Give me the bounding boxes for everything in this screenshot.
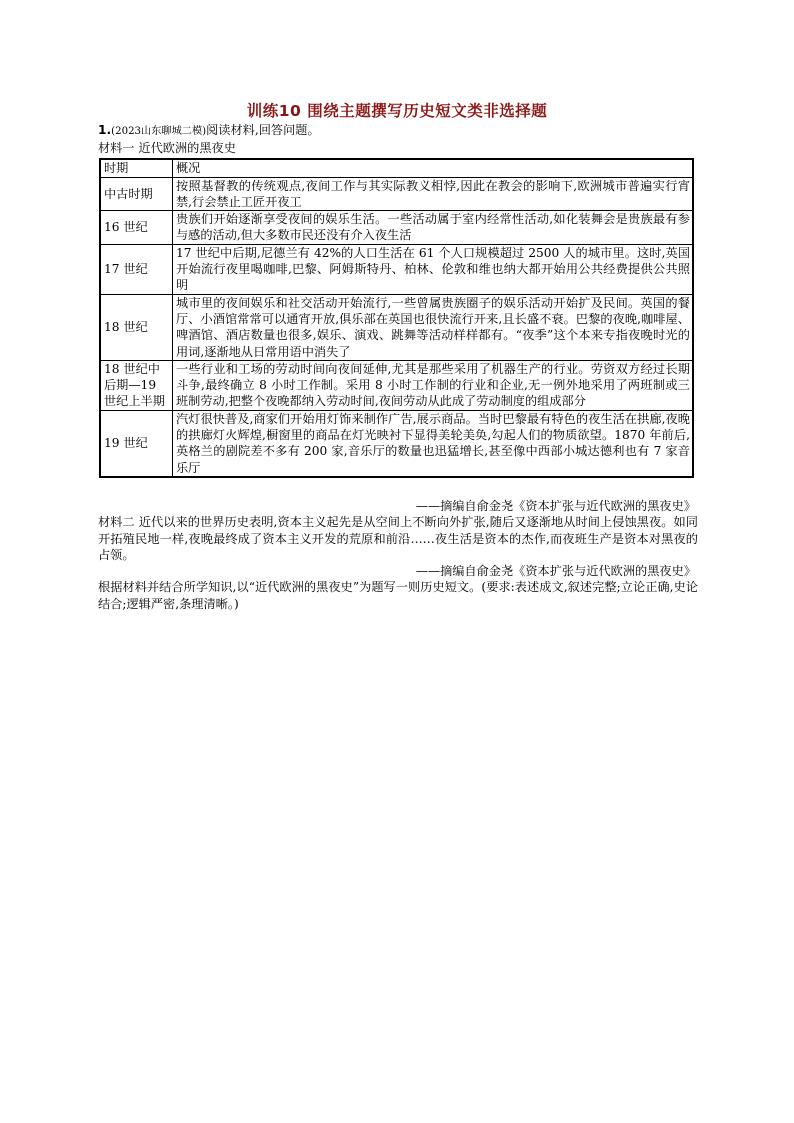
table-row — [100, 211, 693, 245]
material1-citation: ——摘编自俞金尧《资本扩张与近代欧洲的黑夜史》 — [415, 498, 696, 513]
row-period: 17 世纪 — [100, 244, 173, 294]
material2-text: 材料二 近代以来的世界历史表明,资本主义起先是从空间上不断向外扩张,随后又逐渐地从时间上侵蚀黑夜。如同开拓殖民地一样,夜晚最终成了资本主义开发的荒原和前沿……夜生活是资本的杰作,而夜班生产是资本对黑夜的占领。 — [98, 515, 698, 562]
table-row — [100, 294, 693, 360]
row-text: 17 世纪中后期,尼德兰有 42%的人口生活在 61 个人口规模超过 2500 人的城市里。这时,英国开始流行夜里喝咖啡,巴黎、阿姆斯特丹、柏林、伦敦和维也纳大都开始用公共经费提供公共照明 — [173, 244, 694, 294]
row-period: 中古时期 — [100, 177, 173, 211]
material1-caption: 材料一 近代欧洲的黑夜史 — [98, 141, 236, 156]
row-period: 18 世纪中后期—19 世纪上半期 — [100, 360, 173, 410]
question-block — [98, 122, 698, 612]
row-period: 16 世纪 — [100, 211, 173, 245]
page-title: 训练10 围绕主题撰写历史短文类非选择题 — [246, 102, 548, 120]
question-number: 1. — [98, 123, 112, 137]
table-row — [100, 177, 693, 211]
row-text: 汽灯很快普及,商家们开始用灯饰来制作广告,展示商品。当时巴黎最有特色的夜生活在拱廊,夜晚的拱廊灯火辉煌,橱窗里的商品在灯光映衬下显得美轮美奂,勾起人们的物质欲望。1870 年前后,英格兰的剧院差不多有 200 家,音乐厅的数量也迅猛增长,甚至像中西部小城达德利也有 7 家音乐厅 — [173, 410, 694, 477]
question-prompt: 阅读材料,回答问题。 — [206, 123, 320, 137]
row-period: 18 世纪 — [100, 294, 173, 360]
row-text: 一些行业和工场的劳动时间向夜间延伸,尤其是那些采用了机器生产的行业。劳资双方经过长期斗争,最终确立 8 小时工作制。采用 8 小时工作制的行业和企业,无一例外地采用了两班制或三班制劳动,把整个夜晚都纳入劳动时间,夜间劳动从此成了劳动制度的组成部分 — [173, 360, 694, 410]
material2-citation: ——摘编自俞金尧《资本扩张与近代欧洲的黑夜史》 — [415, 564, 696, 579]
table-row — [100, 360, 693, 410]
question-source: (2023山东聊城二模) — [111, 126, 207, 137]
table-row — [100, 410, 693, 477]
row-text: 城市里的夜间娱乐和社交活动开始流行,一些曾属贵族圈子的娱乐活动开始扩及民间。英国的餐厅、小酒馆常常可以通宵开放,俱乐部在英国也很快流行开来,且长盛不衰。巴黎的夜晚,咖啡屋、啤酒馆、酒店数量也很多,娱乐、演戏、跳舞等活动样样都有。“夜季”这个本来专指夜晚时光的用词,逐渐地从日常用语中消失了 — [173, 294, 694, 360]
history-table — [99, 158, 694, 478]
question-line — [98, 122, 698, 140]
row-period: 19 世纪 — [100, 410, 173, 477]
table-header-row — [100, 159, 693, 178]
header-overview: 概况 — [173, 159, 694, 178]
task-instruction: 根据材料并结合所学知识,以“近代欧洲的黑夜史”为题写一则历史短文。(要求:表述成文,叙述完整;立论正确,史论结合;逻辑严密,条理清晰。) — [98, 580, 698, 611]
table-row — [100, 244, 693, 294]
row-text: 按照基督教的传统观点,夜间工作与其实际教义相悖,因此在教会的影响下,欧洲城市普遍实行宵禁,行会禁止工匠开夜工 — [173, 177, 694, 211]
header-period: 时期 — [100, 159, 173, 178]
row-text: 贵族们开始逐渐享受夜间的娱乐生活。一些活动属于室内经常性活动,如化装舞会是贵族最有参与感的活动,但大多数市民还没有介入夜生活 — [173, 211, 694, 245]
